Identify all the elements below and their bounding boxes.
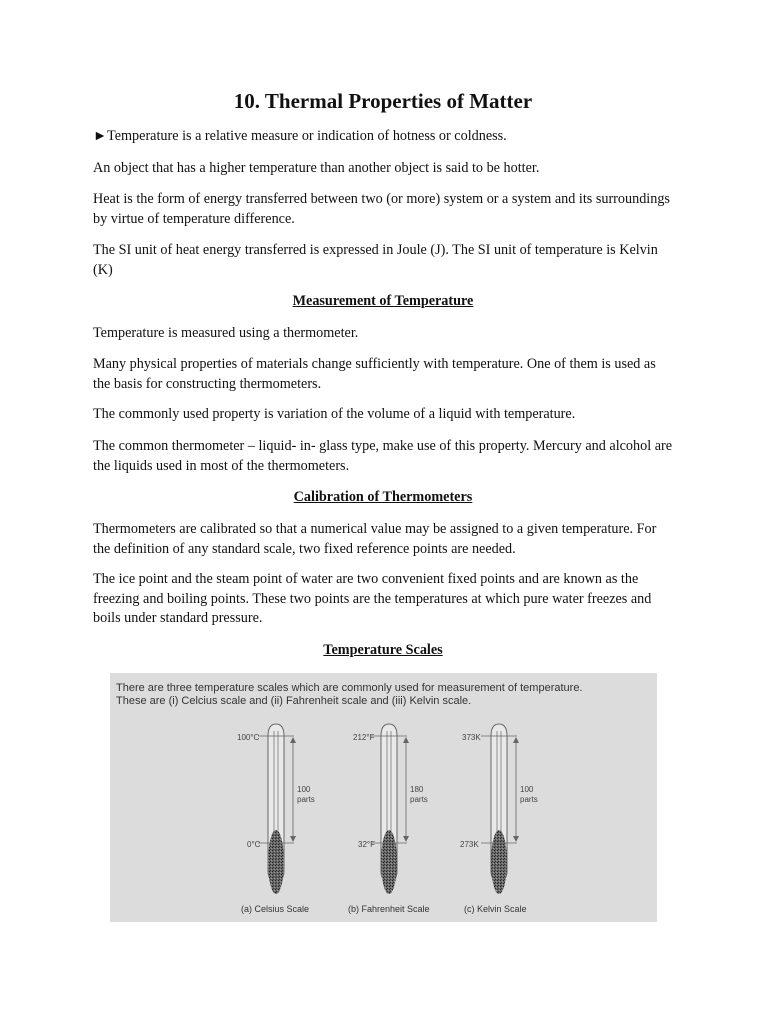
mercury-bulb-icon bbox=[381, 830, 397, 894]
kelvin-parts-word: parts bbox=[520, 795, 538, 804]
fahrenheit-parts-value: 180 bbox=[410, 785, 424, 794]
kelvin-parts-value: 100 bbox=[520, 785, 534, 794]
celsius-scale-name: (a) Celsius Scale bbox=[241, 904, 310, 914]
fahrenheit-parts-word: parts bbox=[410, 795, 428, 804]
thermometer-kelvin bbox=[460, 724, 538, 914]
thermometer-fahrenheit bbox=[348, 724, 430, 914]
heading-calibration: Calibration of Thermometers bbox=[293, 489, 473, 505]
paragraph-hotter: An object that has a higher temperature than another object is said to be hotter. bbox=[93, 160, 540, 176]
celsius-parts-word: parts bbox=[297, 795, 315, 804]
figure-caption-line-2: These are (i) Celcius scale and (ii) Fahrenheit scale and (iii) Kelvin scale. bbox=[116, 695, 472, 707]
heading-measurement: Measurement of Temperature bbox=[292, 293, 474, 309]
paragraph-calibration: Thermometers are calibrated so that a numerical value may be assigned to a given temperature. For the definition of any standard scale, two fixed reference points are needed. bbox=[93, 521, 657, 557]
celsius-parts-value: 100 bbox=[297, 785, 311, 794]
fahrenheit-scale-name: (b) Fahrenheit Scale bbox=[348, 904, 430, 914]
kelvin-bottom-label: 273K bbox=[460, 840, 479, 849]
thermometer-celsius bbox=[237, 724, 315, 914]
paragraph-volume-variation: The commonly used property is variation of the volume of a liquid with temperature. bbox=[93, 406, 576, 422]
paragraph-physical-properties: Many physical properties of materials change sufficiently with temperature. One of them is used as the basis for constructing thermometers. bbox=[93, 356, 656, 392]
thermometers-drawing bbox=[110, 673, 657, 922]
fahrenheit-bottom-label: 32°F bbox=[358, 840, 375, 849]
fahrenheit-top-label: 212°F bbox=[353, 733, 375, 742]
paragraph-temperature-definition: ►Temperature is a relative measure or indication of hotness or coldness. bbox=[93, 128, 507, 144]
celsius-bottom-label: 0°C bbox=[247, 840, 261, 849]
mercury-bulb-icon bbox=[491, 830, 507, 894]
temperature-scales-figure bbox=[110, 673, 657, 922]
paragraph-liquid-in-glass: The common thermometer – liquid- in- glass type, make use of this property. Mercury and alcohol are the liquids used in most of the thermometers. bbox=[93, 438, 673, 474]
celsius-top-label: 100°C bbox=[237, 733, 260, 742]
kelvin-scale-name: (c) Kelvin Scale bbox=[464, 904, 527, 914]
paragraph-si-units: The SI unit of heat energy transferred is expressed in Joule (J). The SI unit of temperature is Kelvin (K) bbox=[93, 242, 658, 278]
paragraph-thermometer: Temperature is measured using a thermometer. bbox=[93, 325, 359, 341]
page-title: 10. Thermal Properties of Matter bbox=[233, 89, 533, 113]
paragraph-heat-definition: Heat is the form of energy transferred between two (or more) system or a system and its surroundings by virtue of temperature difference. bbox=[93, 191, 670, 227]
heading-temperature-scales: Temperature Scales bbox=[323, 642, 443, 658]
figure-caption-line-1: There are three temperature scales which are commonly used for measurement of temperature. bbox=[116, 682, 583, 694]
kelvin-top-label: 373K bbox=[462, 733, 481, 742]
paragraph-fixed-points: The ice point and the steam point of water are two convenient fixed points and are known as the freezing and boiling points. These two points are the temperatures at which pure water freezes and boils under standard pressure. bbox=[93, 571, 652, 626]
mercury-bulb-icon bbox=[268, 830, 284, 894]
